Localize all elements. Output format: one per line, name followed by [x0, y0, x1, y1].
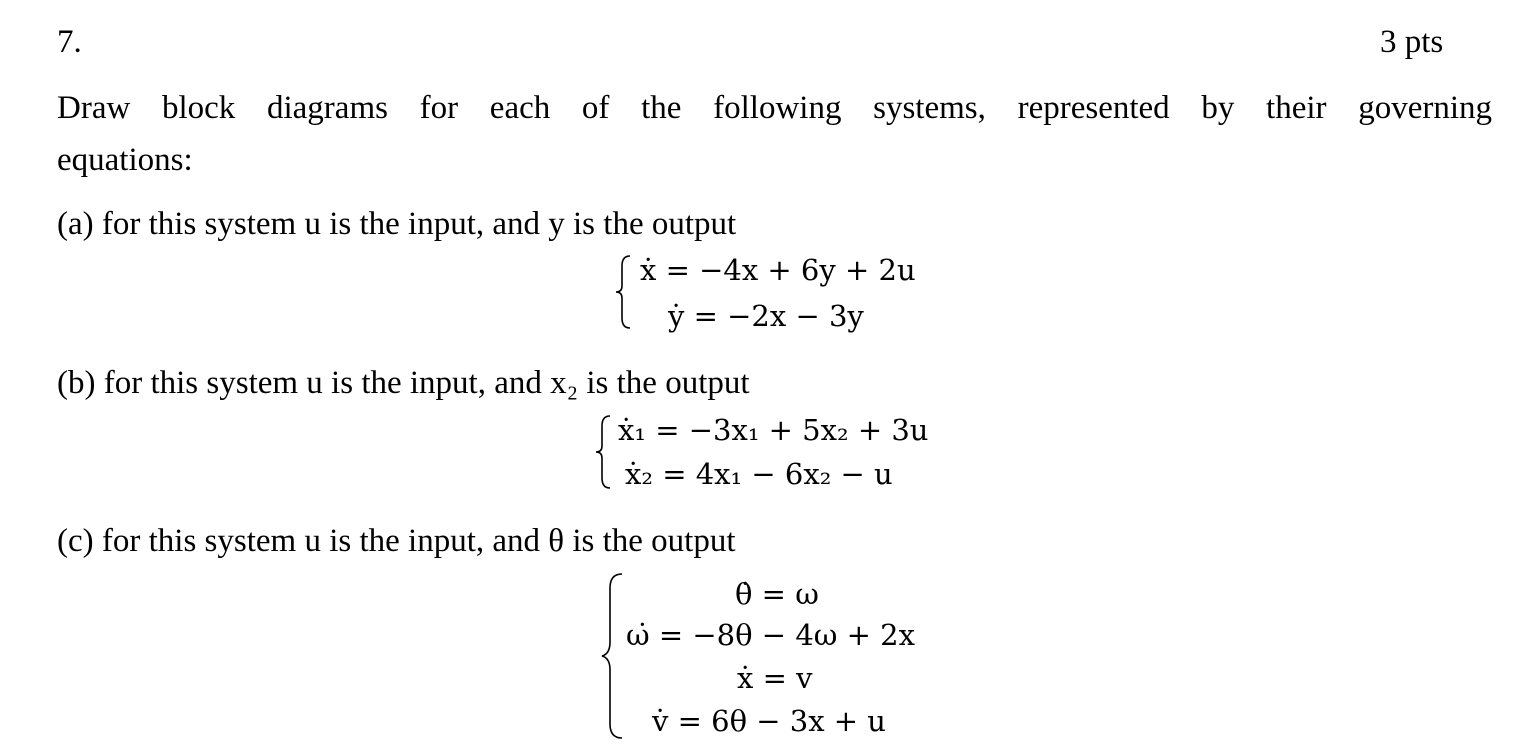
part-c-eq-2: ω̇ = −8θ − 4ω + 2x [626, 618, 915, 652]
part-c-eq-1: θ̇ = ω [735, 577, 819, 611]
part-a-brace [612, 252, 636, 332]
intro-line-2: equations: [57, 142, 193, 178]
part-a-eq-1: ẋ = −4x + 6y + 2u [640, 253, 916, 287]
part-b-eq-2: ẋ₂ = 4x₁ − 6x₂ − u [625, 457, 893, 491]
question-number: 7. [57, 24, 82, 60]
part-c-eq-4: v̇ = 6θ − 3x + u [652, 704, 886, 738]
part-b-label: (b) for this system u is the input, and x₂ is the output [57, 365, 750, 401]
intro-line-1: Draw block diagrams for each of the following systems, represented by their governing [57, 90, 1492, 126]
part-a-eq-2: ẏ = −2x − 3y [668, 299, 864, 333]
part-c-label: (c) for this system u is the input, and θ is the output [57, 523, 736, 559]
part-b-brace [592, 412, 616, 492]
part-c-eq-3: ẋ = v [737, 661, 813, 695]
part-c-brace [598, 570, 628, 742]
part-b-eq-1: ẋ₁ = −3x₁ + 5x₂ + 3u [618, 413, 929, 447]
points-label: 3 pts [1380, 24, 1444, 60]
part-a-label: (a) for this system u is the input, and y is the output [57, 206, 737, 242]
